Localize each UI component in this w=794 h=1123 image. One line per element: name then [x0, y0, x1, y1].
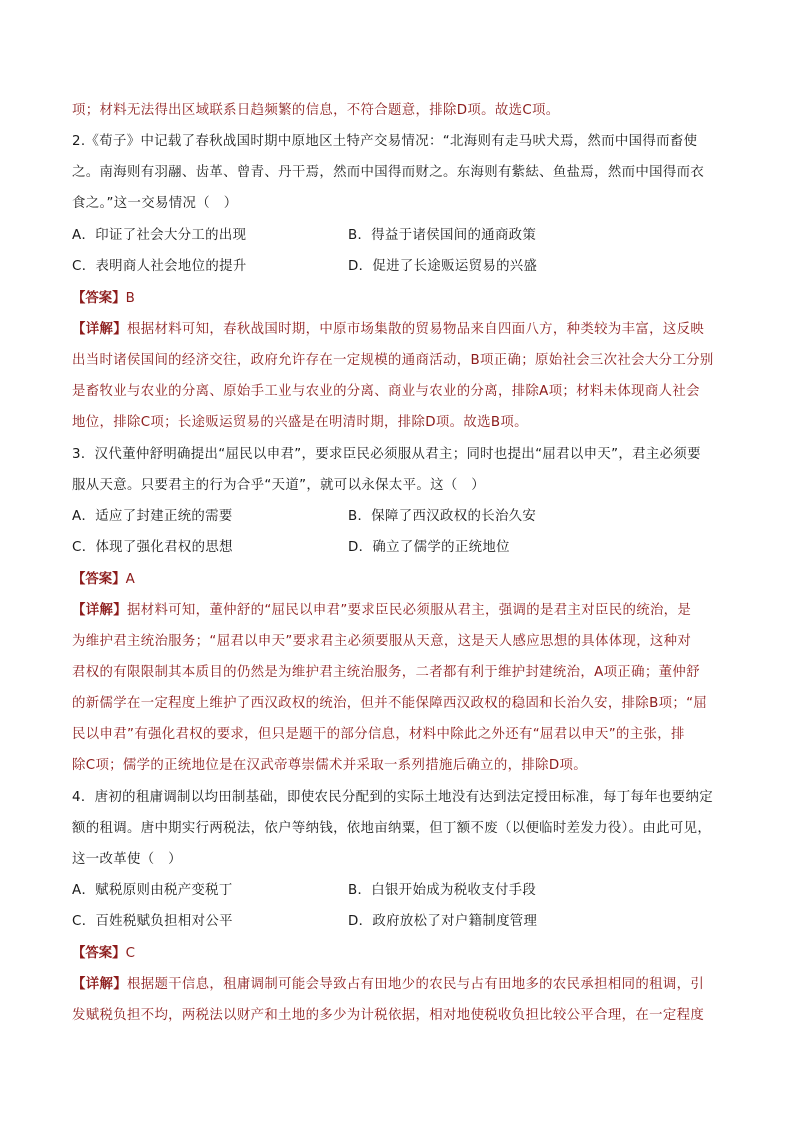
q4-detail-line-1	[72, 975, 727, 995]
q2-stem-line-2: 之。南海则有羽翮、齿革、曾青、丹干焉，然而中国得而财之。东海则有紫紶、鱼盐焉，然而中国得而衣	[72, 165, 705, 180]
q4-option-b: B．白银开始成为税收支付手段	[348, 883, 537, 898]
q4-option-a: A．赋税原则由税产变税丁	[72, 883, 233, 898]
q2-detail-line-3: 是畜牧业与农业的分离、原始手工业与农业的分离、商业与农业的分离，排除A项；材料未体现商人社会	[72, 384, 700, 399]
q4-stem-line-3: 这一改革使（ ）	[72, 852, 182, 867]
answer-value: C	[125, 946, 135, 961]
q3-option-d: D．确立了儒学的正统地位	[348, 540, 510, 555]
q3-detail-line-6: 除C项；儒学的正统地位是在汉武帝尊崇儒术并采取一系列措施后确立的，排除D项。	[72, 758, 588, 773]
q4-option-d: D．政府放松了对户籍制度管理	[348, 914, 538, 929]
q3-answer	[72, 570, 135, 590]
answer-label: 【答案】	[72, 572, 126, 587]
q4-answer	[72, 944, 135, 964]
q4-option-c: C．百姓税赋负担相对公平	[72, 914, 233, 929]
detail-label: 【详解】	[72, 603, 127, 618]
answer-label: 【答案】	[72, 291, 126, 306]
q2-stem-line-1: 2.《荀子》中记载了春秋战国时期中原地区土特产交易情况：“北海则有走马吠犬焉，然而中国得而畜使	[72, 134, 698, 149]
q2-option-a: A．印证了社会大分工的出现	[72, 228, 247, 243]
q2-option-b: B．得益于诸侯国间的通商政策	[348, 228, 537, 243]
q2-answer	[72, 289, 135, 309]
q3-stem-line-2: 服从天意。只要君主的行为合乎“天道”，就可以永保太平。这（ ）	[72, 478, 486, 493]
answer-value: B	[125, 291, 135, 306]
q3-option-c: C．体现了强化君权的思想	[72, 540, 233, 555]
q2-detail-line-1	[72, 320, 727, 340]
q4-stem-line-1: 4．唐初的租庸调制以均田制基础，即使农民分配到的实际土地没有达到法定授田标准，每丁每年也要纳定	[72, 790, 713, 805]
q3-detail-line-4: 的新儒学在一定程度上维护了西汉政权的统治，但并不能保障西汉政权的稳固和长治久安，排除B项；“屈	[72, 696, 708, 711]
q2-option-d: D．促进了长途贩运贸易的兴盛	[348, 259, 538, 274]
q3-option-b: B．保障了西汉政权的长治久安	[348, 509, 537, 524]
q2-option-c: C．表明商人社会地位的提升	[72, 259, 247, 274]
answer-value: A	[125, 572, 135, 587]
q2-detail-line-4: 地位，排除C项；长途贩运贸易的兴盛是在明清时期，排除D项。故选B项。	[72, 415, 528, 430]
q4-detail-line-2: 发赋税负担不均，两税法以财产和土地的多少为计税依据，相对地使税收负担比较公平合理，在一定程度	[72, 1008, 705, 1023]
detail-text: 据材料可知，董仲舒的“屈民以申君”要求臣民必须服从君主，强调的是君主对臣民的统治，是	[126, 603, 692, 618]
detail-text: 根据题干信息，租庸调制可能会导致占有田地少的农民与占有田地多的农民承担相同的租调，引	[126, 977, 705, 992]
q3-detail-line-2: 为维护君主统治服务；“屈君以申天”要求君主必须要服从天意，这是天人感应思想的具体体现，这种对	[72, 634, 692, 649]
q4-stem-line-2: 额的租调。唐中期实行两税法，依户等纳钱，依地亩纳粟，但丁额不废（以便临时差发力役）。由此可见，	[72, 821, 712, 836]
q2-stem-line-3: 食之。”这一交易情况（ ）	[72, 196, 238, 211]
q3-option-a: A．适应了封建正统的需要	[72, 509, 233, 524]
q3-detail-line-1	[72, 601, 727, 621]
detail-label: 【详解】	[72, 977, 127, 992]
q3-detail-line-3: 君权的有限限制其本质目的仍然是为维护君主统治服务，二者都有利于维护封建统治，A项正确；董仲舒	[72, 665, 700, 680]
q2-detail-line-2: 出当时诸侯国间的经济交往，政府允许存在一定规模的通商活动，B项正确；原始社会三次社会大分工分别	[72, 353, 714, 368]
previous-explanation-tail: 项；材料无法得出区域联系日趋频繁的信息，不符合题意，排除D项。故选C项。	[72, 103, 560, 118]
detail-text: 根据材料可知，春秋战国时期，中原市场集散的贸易物品来自四面八方，种类较为丰富，这反映	[126, 322, 705, 337]
q3-stem-line-1: 3．汉代董仲舒明确提出“屈民以申君”，要求臣民必须服从君主；同时也提出“屈君以申天”，君主必须要	[72, 447, 701, 462]
answer-label: 【答案】	[72, 946, 126, 961]
detail-label: 【详解】	[72, 322, 127, 337]
q3-detail-line-5: 民以申君”有强化君权的要求，但只是题干的部分信息，材料中除此之外还有“屈君以申天”的主张，排	[72, 727, 685, 742]
